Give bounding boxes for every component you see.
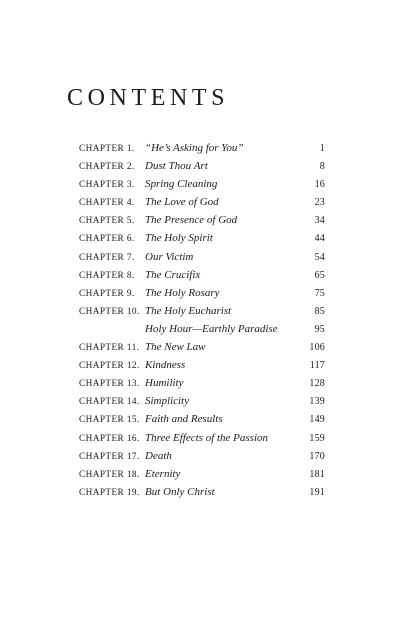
chapter-number: CHAPTER 3. — [79, 180, 135, 191]
chapter-number: CHAPTER 9. — [79, 288, 135, 299]
chapter-title: The Love of God — [145, 196, 219, 209]
page-number: 23 — [314, 197, 325, 209]
page-number: 16 — [314, 179, 325, 191]
toc-entry[interactable] — [79, 286, 325, 304]
toc-entry[interactable] — [79, 231, 325, 249]
page-number: 75 — [314, 287, 325, 299]
chapter-title: The Holy Rosary — [145, 286, 220, 299]
toc-entry[interactable] — [79, 431, 325, 449]
chapter-title: Death — [145, 449, 172, 462]
page-number: 1 — [319, 143, 325, 154]
toc-entry[interactable] — [79, 250, 325, 268]
page-number: 44 — [314, 233, 325, 245]
chapter-number: CHAPTER 7. — [79, 252, 135, 263]
toc-entry[interactable] — [79, 159, 325, 177]
chapter-title: Dust Thou Art — [145, 160, 208, 173]
page-number: 85 — [314, 305, 325, 317]
chapter-title: The Holy Spirit — [145, 232, 213, 245]
chapter-title: Humility — [145, 377, 184, 390]
chapter-number: CHAPTER 13. — [79, 379, 140, 390]
page-number: 170 — [309, 450, 325, 462]
chapter-number: CHAPTER 16. — [79, 433, 140, 444]
toc-entry[interactable] — [79, 213, 325, 231]
chapter-title: Faith and Results — [145, 413, 223, 426]
chapter-number — [79, 322, 145, 323]
page-number: 117 — [309, 360, 325, 372]
page-number: 8 — [319, 161, 325, 173]
chapter-title: Three Effects of the Passion — [145, 431, 269, 444]
chapter-title: Kindness — [145, 359, 186, 372]
chapter-title: But Only Christ — [145, 485, 215, 498]
toc-entry[interactable] — [79, 177, 325, 195]
chapter-number: CHAPTER 2. — [79, 162, 135, 173]
toc-entry[interactable] — [79, 394, 325, 412]
chapter-title: The Holy Eucharist — [145, 304, 232, 317]
chapter-title: The Crucifix — [145, 268, 201, 281]
toc-entry[interactable] — [79, 358, 325, 376]
page-number: 106 — [309, 342, 325, 354]
chapter-title: The Presence of God — [145, 214, 238, 227]
page-number: 54 — [314, 251, 325, 263]
chapter-title: The New Law — [145, 341, 206, 354]
chapter-number: CHAPTER 4. — [79, 198, 135, 209]
chapter-title: Holy Hour—Earthly Paradise — [145, 322, 278, 335]
chapter-title: “He’s Asking for You” — [145, 142, 244, 154]
page-number: 139 — [309, 396, 325, 408]
toc-entry[interactable] — [79, 376, 325, 394]
page-number: 95 — [314, 323, 325, 335]
page-number: 149 — [309, 414, 325, 426]
page-number: 128 — [309, 378, 325, 390]
page-number: 159 — [309, 432, 325, 444]
chapter-number: CHAPTER 8. — [79, 270, 135, 281]
toc-entry[interactable] — [79, 412, 325, 430]
toc-entry[interactable] — [79, 449, 325, 467]
table-of-contents — [79, 141, 325, 503]
chapter-number: CHAPTER 14. — [79, 397, 140, 408]
chapter-number: CHAPTER 19. — [79, 487, 140, 498]
toc-entry[interactable] — [79, 485, 325, 503]
chapter-number: CHAPTER 1. — [79, 144, 135, 154]
chapter-title: Our Victim — [145, 250, 194, 263]
page-number: 34 — [314, 215, 325, 227]
toc-entry[interactable] — [79, 268, 325, 286]
chapter-number: CHAPTER 5. — [79, 216, 135, 227]
page-title: CONTENTS — [67, 85, 230, 111]
chapter-title: Spring Cleaning — [145, 178, 218, 191]
toc-entry[interactable] — [79, 141, 325, 159]
chapter-title: Eternity — [145, 467, 181, 480]
toc-entry[interactable] — [79, 304, 325, 322]
chapter-number: CHAPTER 18. — [79, 469, 140, 480]
page-number: 181 — [309, 468, 325, 480]
chapter-number: CHAPTER 17. — [79, 451, 140, 462]
chapter-number: CHAPTER 10. — [79, 306, 140, 317]
toc-entry[interactable] — [79, 467, 325, 485]
chapter-number: CHAPTER 15. — [79, 415, 140, 426]
chapter-number: CHAPTER 12. — [79, 361, 140, 372]
chapter-number: CHAPTER 6. — [79, 234, 135, 245]
page-number: 65 — [314, 269, 325, 281]
toc-entry[interactable] — [79, 340, 325, 358]
toc-entry[interactable] — [79, 195, 325, 213]
chapter-title: Simplicity — [145, 395, 189, 408]
page-number: 191 — [309, 486, 325, 498]
chapter-number: CHAPTER 11. — [79, 343, 140, 354]
toc-entry[interactable] — [79, 322, 325, 340]
